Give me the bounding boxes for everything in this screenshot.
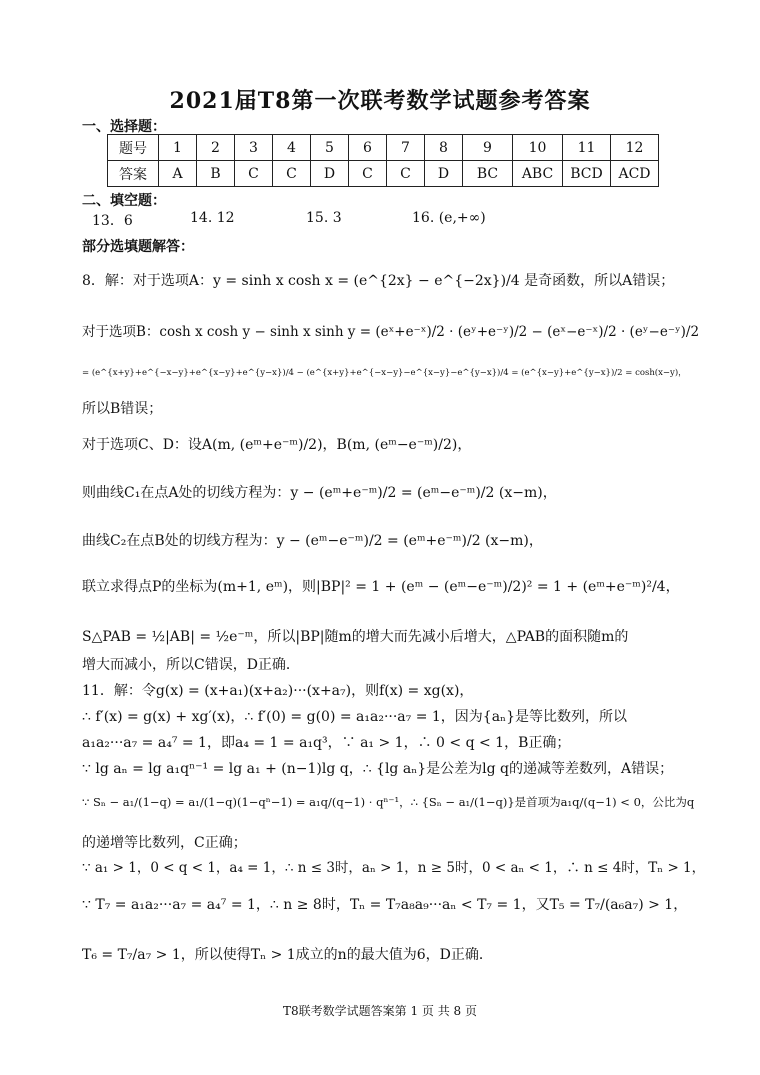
solution-line: ∴ f′(x) = g(x) + xg′(x)，∴ f′(0) = g(0) = a₁a₂···a₇ = 1，因为{aₙ}是等比数列，所以 bbox=[82, 709, 628, 725]
table-cell: 4 bbox=[273, 135, 311, 161]
table-cell: 8 bbox=[425, 135, 463, 161]
table-cell: D bbox=[311, 161, 349, 187]
page-title: 2021届T8第一次联考数学试题参考答案 bbox=[169, 88, 591, 114]
table-cell: 3 bbox=[235, 135, 273, 161]
solution-line: 增大而减小，所以C错误，D正确． bbox=[82, 657, 300, 673]
table-cell: 9 bbox=[463, 135, 513, 161]
table-cell: 6 bbox=[349, 135, 387, 161]
solution-line: ∵ lg aₙ = lg a₁qⁿ⁻¹ = lg a₁ + (n−1)lg q，∴ {lg aₙ}是公差为lg q的递减等差数列，A错误； bbox=[82, 761, 674, 777]
table-cell: B bbox=[197, 161, 235, 187]
table-cell: BC bbox=[463, 161, 513, 187]
fill-answer-13: 13．6 bbox=[92, 213, 133, 229]
table-cell: BCD bbox=[563, 161, 611, 187]
solution-line: ∵ a₁ > 1，0 < q < 1，a₄ = 1，∴ n ≤ 3时，aₙ > 1，n ≥ 5时，0 < aₙ < 1，∴ n ≤ 4时，Tₙ > 1， bbox=[82, 860, 706, 876]
solution-line: 曲线C₂在点B处的切线方程为：y − (eᵐ−e⁻ᵐ)/2 = (eᵐ+e⁻ᵐ)/2 (x−m)， bbox=[82, 533, 543, 549]
solution-line: 对于选项B：cosh x cosh y − sinh x sinh y = (eˣ+e⁻ˣ)/2 · (eʸ+e⁻ʸ)/2 − (eˣ−e⁻ˣ)/2 · (eʸ−e⁻ʸ)/2 bbox=[82, 324, 700, 340]
solution-line: 联立求得点P的坐标为(m+1, eᵐ)，则|BP|² = 1 + (eᵐ − (eᵐ−e⁻ᵐ)/2)² = 1 + (eᵐ+e⁻ᵐ)²/4， bbox=[82, 579, 680, 595]
solution-line: 则曲线C₁在点A处的切线方程为：y − (eᵐ+e⁻ᵐ)/2 = (eᵐ−e⁻ᵐ)/2 (x−m)， bbox=[82, 485, 557, 501]
table-cell: C bbox=[273, 161, 311, 187]
solution-line: ∵ T₇ = a₁a₂···a₇ = a₄⁷ = 1，∴ n ≥ 8时，Tₙ = T₇a₈a₉···aₙ < T₇ = 1，又T₅ = T₇/(a₆a₇) > 1， bbox=[82, 897, 688, 913]
table-cell: C bbox=[349, 161, 387, 187]
table-row-numbers bbox=[108, 135, 659, 161]
answer-table bbox=[107, 134, 659, 187]
table-cell: 10 bbox=[513, 135, 563, 161]
table-cell: 12 bbox=[611, 135, 659, 161]
table-cell: ACD bbox=[611, 161, 659, 187]
section-fill-heading: 二、填空题： bbox=[82, 193, 166, 209]
section-choice-heading: 一、选择题： bbox=[82, 119, 166, 135]
solution-line: 8．解：对于选项A：y = sinh x cosh x = (e^{2x} − e^{−2x})/4 是奇函数，所以A错误； bbox=[82, 273, 675, 289]
table-row-answers bbox=[108, 161, 659, 187]
solution-line: 所以B错误； bbox=[82, 401, 163, 417]
table-cell: 5 bbox=[311, 135, 349, 161]
table-cell: C bbox=[235, 161, 273, 187]
solution-line: 的递增等比数列，C正确； bbox=[82, 835, 247, 851]
page-footer: T8联考数学试题答案第 1 页 共 8 页 bbox=[283, 1004, 477, 1018]
solution-line: 对于选项C、D：设A(m, (eᵐ+e⁻ᵐ)/2)，B(m, (eᵐ−e⁻ᵐ)/2)， bbox=[82, 437, 472, 453]
row-header-answer: 答案 bbox=[108, 161, 159, 187]
table-cell: A bbox=[159, 161, 197, 187]
table-cell: C bbox=[387, 161, 425, 187]
solution-line: S△PAB = ½|AB| = ½e⁻ᵐ，所以|BP|随m的增大而先减小后增大，△PAB的面积随m的 bbox=[82, 629, 629, 645]
solution-line: 11．解：令g(x) = (x+a₁)(x+a₂)···(x+a₇)，则f(x) = xg(x)， bbox=[82, 683, 474, 699]
fill-answer-15: 15. 3 bbox=[306, 210, 342, 226]
row-header-number: 题号 bbox=[108, 135, 159, 161]
table-cell: 11 bbox=[563, 135, 611, 161]
solution-line: = (e^{x+y}+e^{−x−y}+e^{x−y}+e^{y−x})/4 − (e^{x+y}+e^{−x−y}−e^{x−y}−e^{y−x})/4 = (e^{x−y}+e^{y−x})/2 = cosh(x−y)， bbox=[82, 368, 687, 378]
table-cell: D bbox=[425, 161, 463, 187]
table-cell: 7 bbox=[387, 135, 425, 161]
table-cell: 1 bbox=[159, 135, 197, 161]
fill-answer-16: 16. (e,+∞) bbox=[412, 210, 486, 226]
fill-answer-14: 14. 12 bbox=[190, 210, 235, 226]
solution-line: T₆ = T₇/a₇ > 1，所以使得Tₙ > 1成立的n的最大值为6，D正确． bbox=[82, 947, 493, 963]
solution-line: ∵ Sₙ − a₁/(1−q) = a₁/(1−q)(1−qⁿ−1) = a₁q/(q−1) · qⁿ⁻¹，∴ {Sₙ − a₁/(1−q)}是首项为a₁q/(q−1) < 0，公比为q bbox=[82, 795, 695, 809]
solution-line: a₁a₂···a₇ = a₄⁷ = 1，即a₄ = 1 = a₁q³，∵ a₁ > 1，∴ 0 < q < 1，B正确； bbox=[82, 735, 571, 751]
table-cell: ABC bbox=[513, 161, 563, 187]
table-cell: 2 bbox=[197, 135, 235, 161]
section-solutions-heading: 部分选填题解答： bbox=[82, 239, 194, 255]
